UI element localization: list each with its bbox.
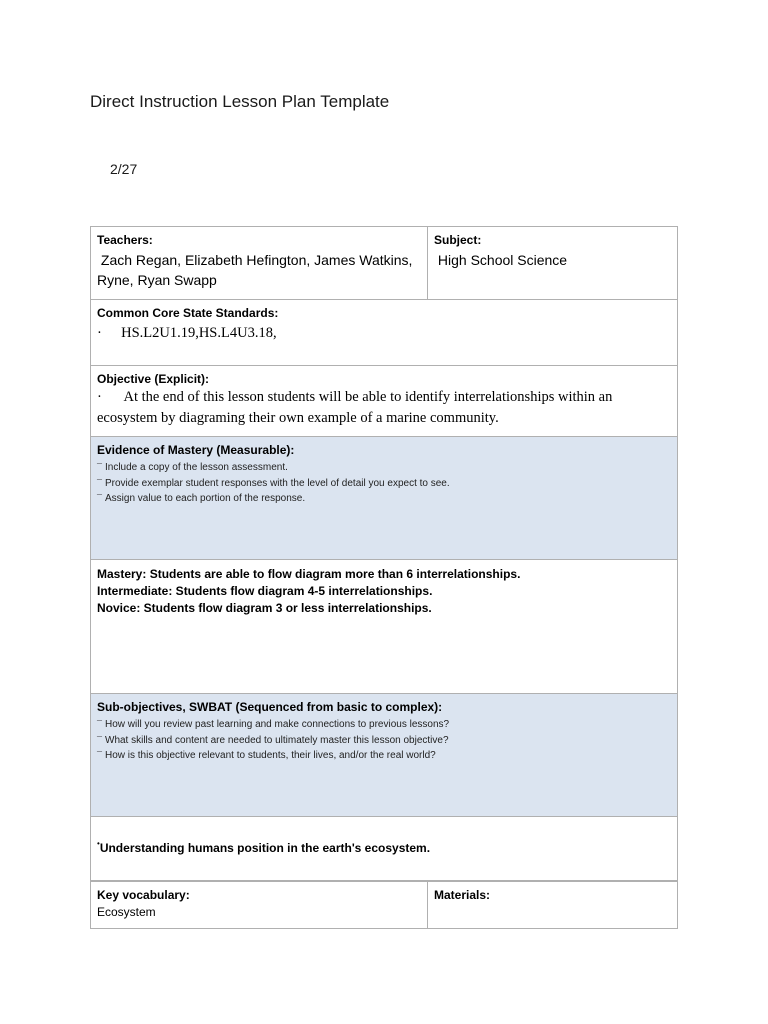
materials-cell <box>428 882 677 928</box>
objective-row <box>91 366 677 437</box>
mastery-level: Mastery: Students are able to flow diagram more than 6 interrelationships. <box>97 567 521 581</box>
mastery-levels-row <box>91 560 677 694</box>
objective-label: Objective (Explicit): <box>97 372 210 386</box>
evidence-list <box>97 460 671 507</box>
vocabulary-cell <box>91 882 428 928</box>
list-item: ¯ Include a copy of the lesson assessment. <box>97 462 288 473</box>
document-date: 2/27 <box>110 161 138 177</box>
standards-value-line <box>97 323 671 344</box>
bullet-mark: ¯ <box>97 462 102 472</box>
standards-row <box>91 300 677 366</box>
list-item: ¯ What skills and content are needed to ultimately master this lesson objective? <box>97 734 449 746</box>
subject-value: High School Science <box>434 252 568 268</box>
lesson-plan-table <box>90 226 678 929</box>
bullet-mark: ¯ <box>97 477 102 488</box>
objective-value-line <box>97 387 671 429</box>
standards-bullet: · <box>97 325 102 341</box>
list-item: ¯ How will you review past learning and make connections to previous lessons? <box>97 719 450 730</box>
teachers-label: Teachers: <box>97 233 153 247</box>
vocabulary-label: Key vocabulary: <box>97 888 190 902</box>
list-item: ¯ How is this objective relevant to students, their lives, and/or the real world? <box>97 750 436 761</box>
objective-bullet: · <box>97 389 102 405</box>
bullet-mark: ¯ <box>97 493 102 503</box>
subject-cell <box>428 227 677 299</box>
document-title: Direct Instruction Lesson Plan Template <box>90 92 390 111</box>
vocabulary-materials-row <box>91 882 677 928</box>
vocabulary-value: Ecosystem <box>97 905 156 919</box>
standards-label: Common Core State Standards: <box>97 306 279 320</box>
subobjectives-label: Sub-objectives, SWBAT (Sequenced from basic to complex): <box>97 700 443 714</box>
list-item: ¯ Provide exemplar student responses with the level of detail you expect to see. <box>97 477 450 489</box>
teachers-value: Zach Regan, Elizabeth Hefington, James Watkins, Ryne, Ryan Swapp <box>97 252 417 288</box>
understanding-row <box>91 817 677 882</box>
understanding-text: Understanding humans position in the earth's ecosystem. <box>99 841 431 855</box>
bullet-mark: ¯ <box>97 750 102 760</box>
objective-value: At the end of this lesson students will be able to identify interrelationships within an ecosystem by diagraming their own example of a marine community. <box>97 389 613 426</box>
understanding-bullet: • <box>97 839 100 848</box>
list-item: ¯ Assign value to each portion of the response. <box>97 493 306 504</box>
materials-label: Materials: <box>434 888 491 902</box>
teachers-cell <box>91 227 428 299</box>
intermediate-level: Intermediate: Students flow diagram 4-5 interrelationships. <box>97 584 433 598</box>
bullet-mark: ¯ <box>97 719 102 729</box>
bullet-mark: ¯ <box>97 734 102 745</box>
novice-level: Novice: Students flow diagram 3 or less interrelationships. <box>97 601 432 615</box>
subobjectives-list <box>97 717 671 764</box>
subject-label: Subject: <box>434 233 482 247</box>
subobjectives-row <box>91 694 677 817</box>
teachers-subject-row <box>91 227 677 300</box>
standards-value: HS.L2U1.19,HS.L4U3.18, <box>121 325 277 341</box>
evidence-label: Evidence of Mastery (Measurable): <box>97 443 295 457</box>
evidence-row <box>91 437 677 560</box>
